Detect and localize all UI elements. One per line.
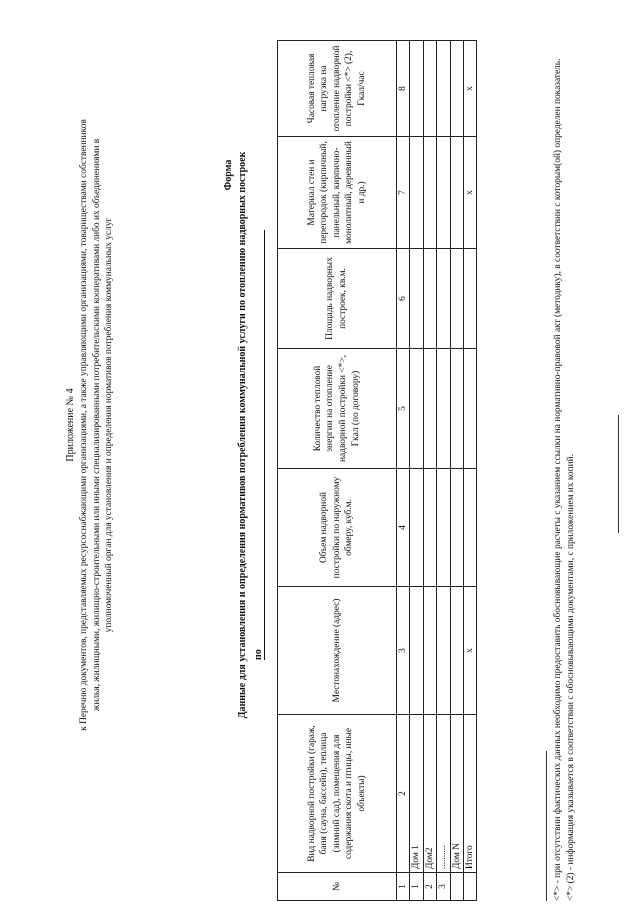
table-cell — [423, 137, 436, 249]
table-cell — [410, 41, 423, 137]
header-cell: Часовая тепловая нагрузка на отопление надворной постройки <*> (2), Гкал/час — [278, 41, 397, 137]
table-cell: Дом 1 — [410, 715, 423, 873]
table-cell — [437, 349, 450, 469]
table-cell: 1 — [410, 873, 423, 901]
appendix-title: Приложение № 4 — [65, 388, 76, 462]
column-number: 1 — [397, 873, 410, 901]
header-cell: Количество тепловой энергии на отопление надворной постройки <*>, Гкал (по договору) — [278, 349, 397, 469]
table-total-row — [464, 41, 477, 901]
table-cell: x — [464, 587, 477, 715]
table-cell — [410, 137, 423, 249]
table-cell — [450, 137, 463, 249]
table-cell — [423, 587, 436, 715]
table-row — [437, 41, 450, 901]
table-cell — [450, 873, 463, 901]
column-number: 8 — [397, 41, 410, 137]
header-cell: Местонахождение (адрес) — [278, 587, 397, 715]
table-cell — [437, 137, 450, 249]
table-cell — [464, 469, 477, 587]
column-number-row — [397, 41, 410, 901]
column-number: 2 — [397, 715, 410, 873]
table-cell — [450, 587, 463, 715]
table-cell: 3 — [437, 873, 450, 901]
table-cell — [410, 349, 423, 469]
header-cell: Вид надворной постройки (гараж, баня (сауна, бассейн), теплица (зимний сад), помещения для содержания скота и птицы, иные объекты) — [278, 715, 397, 873]
table-row — [410, 41, 423, 901]
footnote-separator — [546, 751, 547, 901]
table-cell — [450, 349, 463, 469]
table-cell — [437, 587, 450, 715]
table-cell: Дом2 — [423, 715, 436, 873]
table-cell: .......... — [437, 715, 450, 873]
footnotes — [552, 31, 577, 901]
footnote-2: <*> (2) - информация указывается в соответствии с обосновывающими документами, с приложением их копий. — [565, 454, 576, 901]
table-cell — [423, 469, 436, 587]
table-cell: 2 — [423, 873, 436, 901]
table-cell: x — [464, 41, 477, 137]
footnote-1: <*> - при отсутствии фактических данных необходимо предоставить обосновывающие расчеты с указанием ссылки на нормативно-правовой акт (методику), в соответствии с которым(ой) определен показатель. — [553, 58, 563, 901]
table-row — [423, 41, 436, 901]
table-cell — [423, 41, 436, 137]
end-separator-line — [618, 415, 619, 533]
header-cell: Материал стен и перегородок (кирпичный, панельный, кирпично-монолитный, деревянный и др.) — [278, 137, 397, 249]
appendix-header — [64, 105, 115, 745]
table-cell: x — [464, 137, 477, 249]
table-cell — [450, 469, 463, 587]
data-table — [277, 40, 477, 901]
form-label: Форма — [223, 159, 234, 191]
appendix-body: к Перечню документов, представляемых ресурсоснабжающими организациями, а также управляющими организациями, товариществами собственников жилья, жилищными, жилищно-строительными или иными специализированными потребительскими кооперативами либо их объединениями в уполномоченный орган для установления и определения нормативов потребления коммунальных услуг — [79, 119, 114, 731]
document-title: Данные для установления и определения нормативов потребления коммунальной услуги по отоплению надворных построек — [237, 151, 248, 719]
table-row — [450, 41, 463, 901]
table-cell — [410, 249, 423, 349]
table-header-row — [278, 41, 397, 901]
header-cell: Объем надворной постройки по наружному обмеру, куб.м. — [278, 469, 397, 587]
column-number: 3 — [397, 587, 410, 715]
column-number: 6 — [397, 249, 410, 349]
table-cell: Итого — [464, 715, 477, 873]
column-number: 4 — [397, 469, 410, 587]
table-cell — [464, 873, 477, 901]
column-number: 5 — [397, 349, 410, 469]
table-cell — [410, 469, 423, 587]
header-cell: Площадь надворных построек, кв.м. — [278, 249, 397, 349]
table-cell — [437, 249, 450, 349]
table-cell — [464, 249, 477, 349]
table-cell — [464, 349, 477, 469]
table-cell — [450, 41, 463, 137]
table-cell — [410, 587, 423, 715]
table-cell — [437, 469, 450, 587]
header-cell: № — [278, 873, 397, 901]
table-cell — [423, 349, 436, 469]
column-number: 7 — [397, 137, 410, 249]
table-cell — [450, 249, 463, 349]
po-fill-line — [253, 230, 265, 660]
table-cell: Дом N — [450, 715, 463, 873]
po-prefix: по — [252, 649, 264, 660]
table-cell — [423, 249, 436, 349]
table-cell — [437, 41, 450, 137]
